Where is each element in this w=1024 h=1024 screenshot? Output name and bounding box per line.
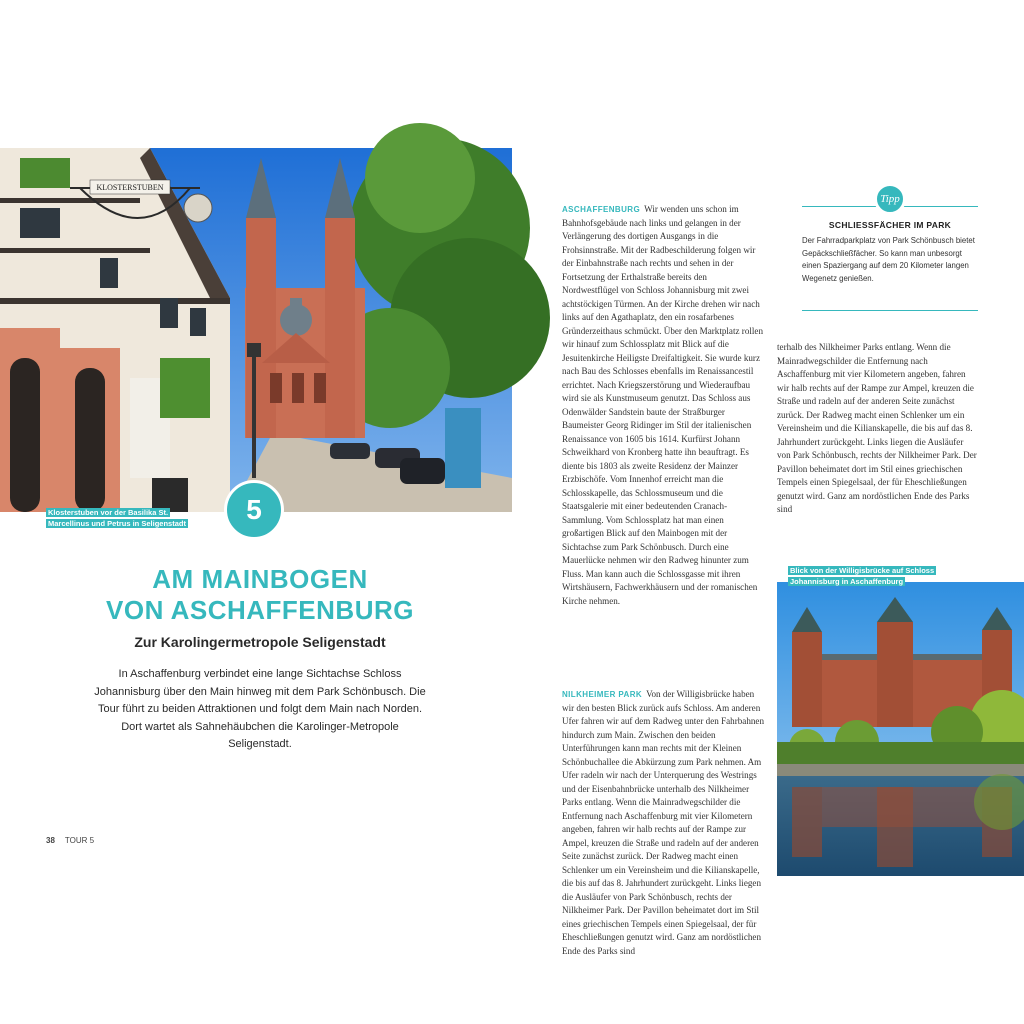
- running-head: TOUR 5: [64, 836, 95, 845]
- tip-text: Der Fahrradparkplatz von Park Schönbusch bietet Gepäckschließfächer. So kann man unbesorgt einen Spaziergang auf dem 20 Kilometer langen Wegenetz genießen.: [802, 236, 975, 283]
- section-aschaffenburg: [562, 203, 764, 608]
- section-body: Wir wenden uns schon im Bahnhofsgebäude nach links und gelangen in der Verlängerung des dortigen Ausgangs in die Frohsinnstraße. Mit der Radbeschilderung folgen wir der Einbahnstraße nach rechts und sehen in der Fortsetzung der Erthalstraße bereits den Nordwestflügel von Schloss Johannisburg mit zwei achtstöckigen Türmen. An der Kirche drehen wir nach links auf den Agathaplatz, den ein rosafarbenes Gründerzeithaus schmückt. Über den Marktplatz rollen wir hinauf zum Schlossplatz mit Blick auf die Jesuitenkirche Heiligste Dreifaltigkeit. Sie wurde kurz nach Bau des Schlosses ebenfalls im Renaissancestil errichtet. Nach Kriegszerstörung und Wiederaufbau wird sie als Kunstmuseum genutzt. Das Schloss aus Odenwälder Sandstein baute der Straßburger Baumeister Georg Ridinger im Stil der italienischen Renaissance von 1605 bis 1614. Kurfürst Johann Schweikhard von Kronberg hatte ihn beauftragt. Es diente bis 1803 als zweite Residenz der Mainzer Erzbischöfe. Vom Innenhof erreicht man die Schlosskapelle, das Schlossmuseum und die Staatsgalerie mit einer bedeutenden Cranach-Sammlung. Vom Schlossplatz hat man einen großartigen Blick auf den Mainbogen mit der Sichtachse zum Park Schönbusch. Durch eine Mauerlücke nehmen wir den Radweg hinunter zum Fluss. Man kann auch die Schlossgasse mit ihren Wirtshäusern, Fachwerkhäusern und der romanischen Kirche nehmen.: [562, 204, 764, 606]
- title-line-2: VON ASCHAFFENBURG: [106, 595, 414, 625]
- tour-subtitle: Zur Karolingermetropole Seligenstadt: [134, 634, 386, 650]
- tip-badge: Tipp: [874, 183, 906, 215]
- sign-text: KLOSTERSTUBEN: [96, 183, 164, 192]
- page-footer: [46, 836, 94, 845]
- photo-caption-castle: Blick von der Willigisbrücke auf Schloss Johannisburg in Aschaffenburg: [790, 566, 935, 586]
- tour-title: [60, 564, 460, 626]
- page-number: 38: [46, 836, 55, 845]
- section-nilkheimer-park: [562, 688, 765, 956]
- section-heading: NILKHEIMER PARK: [562, 690, 643, 699]
- intro-paragraph: In Aschaffenburg verbindet eine lange Sichtachse Schloss Johannisburg über den Main hinweg mit dem Park Schönbusch. Die Tour führt zu beiden Attraktionen und folgt dem Main nach Norden. Dort wartet als Sahnehäubchen die Karolinger-Metropole Seligenstadt.: [94, 668, 426, 750]
- section-body: Von der Willigisbrücke haben wir den besten Blick zurück aufs Schloss. Am anderen Ufer fahren wir auf dem Radweg unter den Fahrbahnen hindurch zum Main. Zwischen den beiden Unterführungen kann man rechts mit der Kleinen Schönbuchallee die Abkürzung zum Park nehmen. Am Ufer radeln wir nach der Unterquerung des Westrings und der Eisenbahnbrücke unterhalb des Nilkheimer Parks entlang. Wenn die Mainradwegschilder die Entfernung nach Aschaffenburg mit vier Kilometern angeben, fahren wir halb rechts auf der Rampe zur Ampel, kreuzen die Straße und radeln auf der anderen Seite zunächst zurück. Der Radweg macht einen Schlenker um ein Vereinsheim und die Kilianskapelle, die bis auf das 8. Jahrhundert zurückgeht. Links liegen die Ausläufer von Park Schönbusch, rechts der Nilkheimer Park. Der Pavillon beheimatet dort im Stil eines griechischen Tempels einen Spiegelsaal, der für Eheschließungen genutzt wird. Ganz am nordöstlichen Ende des Parks sind: [562, 689, 765, 956]
- tour-number-badge: 5: [224, 480, 284, 540]
- section-body-continued: terhalb des Nilkheimer Parks entlang. Wenn die Mainradwegschilder die Entfernung nach Aschaffenburg mit vier Kilometern angeben, fahren wir halb rechts auf der Rampe zur Ampel, kreuzen die Straße und radeln auf der anderen Seite zunächst zurück. Der Radweg macht einen Schlenker um ein Vereinsheim und die Kilianskapelle, die bis auf das 8. Jahrhundert zurückgeht. Links liegen die Ausläufer von Park Schönbusch, rechts der Nilkheimer Park. Der Pavillon beheimatet dort im Stil eines griechischen Tempels einen Spiegelsaal, der für Eheschließungen genutzt wird. Ganz am nordöstlichen Ende des Parks sind: [777, 342, 977, 514]
- photo-caption: Klosterstuben vor der Basilika St. Marcellinus und Petrus in Seligenstadt: [48, 508, 186, 528]
- title-line-1: AM MAINBOGEN: [152, 564, 368, 594]
- section-heading: ASCHAFFENBURG: [562, 205, 641, 214]
- schloss-johannisburg-photo: [777, 582, 1024, 876]
- tip-title: SCHLIESSFÄCHER IM PARK: [828, 220, 952, 230]
- seligenstadt-street-photo: [0, 148, 512, 512]
- section-nilkheimer-park-continued: [777, 341, 977, 541]
